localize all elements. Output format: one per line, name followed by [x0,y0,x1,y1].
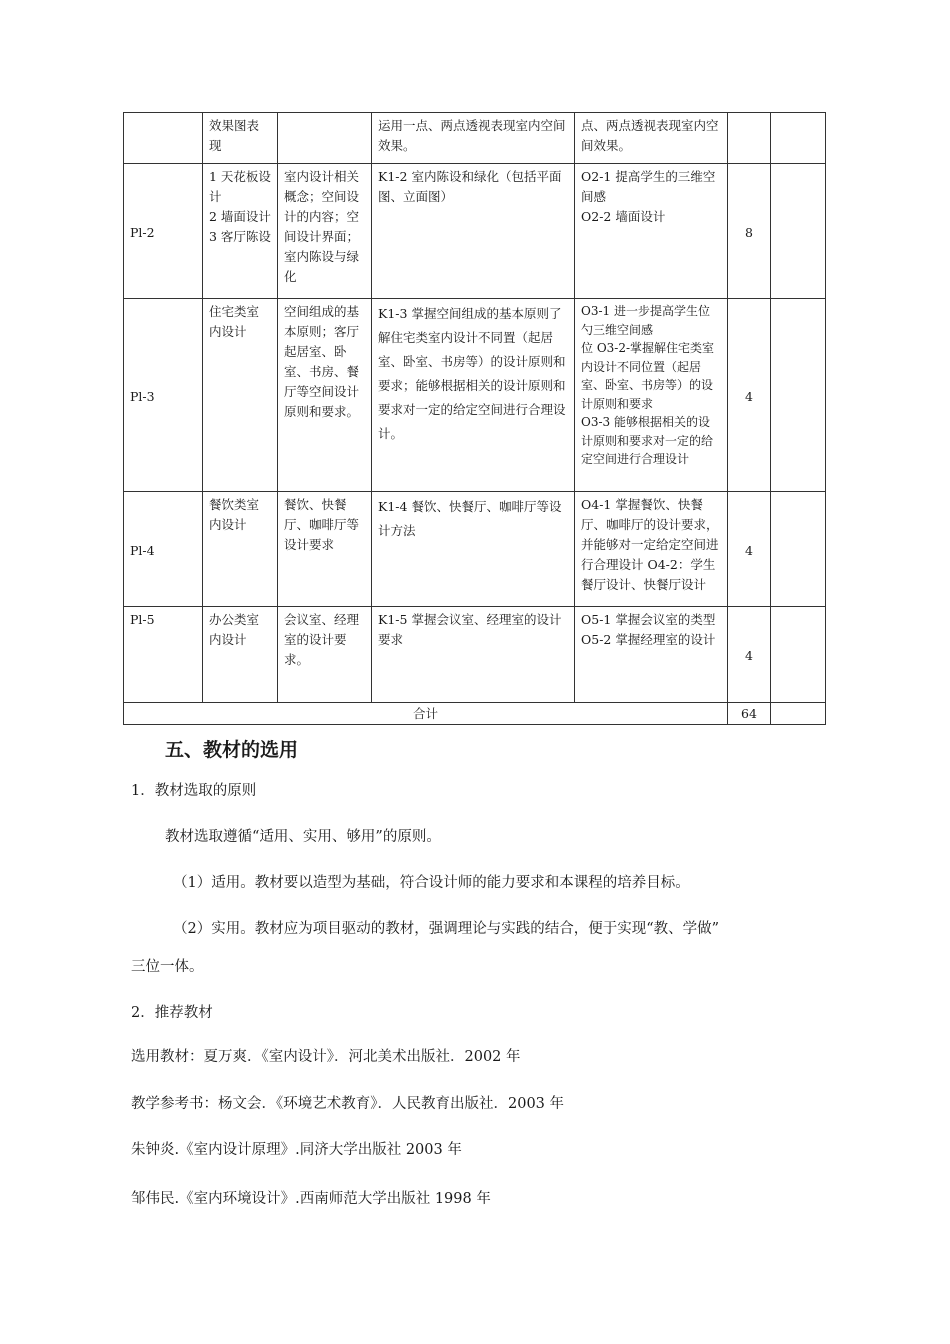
project-name-cell: 办公类室内设计 [203,607,278,703]
subheading-principles: 1．教材选取的原则 [131,783,257,799]
project-id-cell: Pl-5 [124,607,203,703]
hours-cell: 8 [728,164,771,299]
project-id-cell: Pl-2 [124,164,203,299]
knowledge-cell: K1-2 室内陈设和绿化（包括平面图、立面图） [372,164,575,299]
knowledge-cell: K1-5 掌握会议室、经理室的设计要求 [372,607,575,703]
objective-cell: 点、两点透视表现室内空间效果。 [575,113,728,164]
table-row [124,113,826,164]
reference-item: 选用教材：夏万爽．《室内设计》．河北美术出版社．2002 年 [131,1049,521,1065]
knowledge-cell: K1-4 餐饮、快餐厅、咖啡厅等设计方法 [372,492,575,607]
knowledge-cell: K1-3 掌握空间组成的基本原则了解住宅类室内设计不同置（起居室、卧室、书房等）的设计原则和要求；能够根据相关的设计原则和要求对一定的给定空间进行合理设计。 [372,299,575,492]
paragraph: （2）实用。教材应为项目驱动的教材，强调理论与实践的结合，便于实现“教、学做” [173,921,720,937]
project-id-cell: Pl-4 [124,492,203,607]
paragraph: （1）适用。教材要以造型为基础，符合设计师的能力要求和本课程的培养目标。 [173,875,690,891]
section-heading: 五、教材的选用 [165,739,299,761]
objective-cell: O4-1 掌握餐饮、快餐厅、咖啡厅的设计要求，并能够对一定给定空间进行合理设计 O4-2：学生餐厅设计、快餐厅设计 [575,492,728,607]
content-cell: 室内设计相关概念；空间设计的内容；空间设计界面；室内陈设与绿化 [278,164,372,299]
objective-cell: O5-1 掌握会议室的类型 O5-2 掌握经理室的设计 [575,607,728,703]
project-name-cell: 1 天花板设计 2 墙面设计 3 客厅陈设 [203,164,278,299]
content-cell [278,113,372,164]
table-row [124,299,826,492]
extra-cell [771,703,826,725]
hours-cell: 4 [728,492,771,607]
content-cell: 空间组成的基本原则；客厅起居室、卧室、书房、餐厅等空间设计原则和要求。 [278,299,372,492]
paragraph: 三位一体。 [131,959,204,975]
total-label: 合计 [124,703,728,725]
extra-cell [771,299,826,492]
paragraph: 教材选取遵循“适用、实用、够用”的原则。 [165,829,441,845]
extra-cell [771,113,826,164]
project-id-cell: Pl-3 [124,299,203,492]
knowledge-cell: 运用一点、两点透视表现室内空间效果。 [372,113,575,164]
extra-cell [771,607,826,703]
content-cell: 会议室、经理室的设计要求。 [278,607,372,703]
reference-item: 朱钟炎.《室内设计原理》.同济大学出版社 2003 年 [131,1142,462,1158]
table-row [124,164,826,299]
extra-cell [771,164,826,299]
extra-cell [771,492,826,607]
objective-cell: O2-1 提高学生的三维空间感 O2-2 墙面设计 [575,164,728,299]
project-name-cell: 餐饮类室内设计 [203,492,278,607]
table-row [124,607,826,703]
reference-item: 教学参考书：杨文会．《环境艺术教育》．人民教育出版社．2003 年 [131,1096,565,1112]
total-hours: 64 [728,703,771,725]
reference-item: 邹伟民.《室内环境设计》.西南师范大学出版社 1998 年 [131,1191,491,1207]
project-id-cell [124,113,203,164]
course-schedule-table [123,112,826,725]
project-name-cell: 效果图表现 [203,113,278,164]
project-name-cell: 住宅类室内设计 [203,299,278,492]
hours-cell: 4 [728,607,771,703]
total-row [124,703,826,725]
content-cell: 餐饮、快餐厅、咖啡厅等设计要求 [278,492,372,607]
objective-cell: O3-1 进一步提高学生位勺三维空间感 位 O3-2-掌握解住宅类室内设计不同位置（起居室、卧室、书房等）的设计原则和要求 O3-3 能够根据相关的设计原则和要求对一定的给定空间进行合理设计 [575,299,728,492]
table-row [124,492,826,607]
hours-cell [728,113,771,164]
subheading-recommended: 2．推荐教材 [131,1005,213,1021]
hours-cell: 4 [728,299,771,492]
